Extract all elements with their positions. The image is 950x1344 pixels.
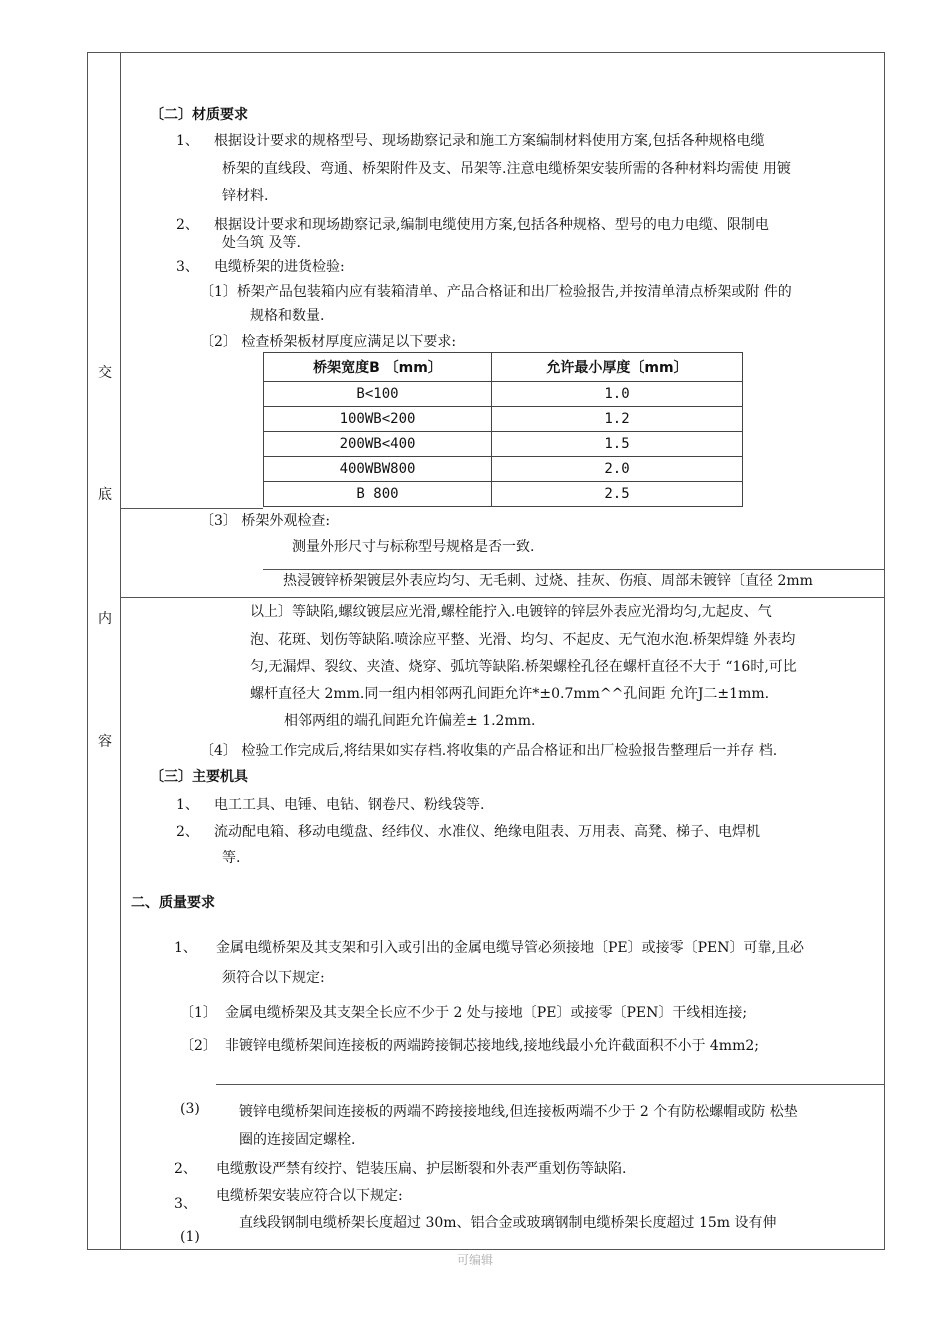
quality-item-3: 电缆桥架安装应符合以下规定:	[216, 1188, 403, 1204]
quality-item-3-num: 3、	[174, 1196, 197, 1212]
table-row	[264, 407, 743, 432]
table-cell-width: 100WB<200	[264, 407, 492, 432]
thickness-table	[263, 352, 743, 507]
quality-sub2-num: 〔2〕	[180, 1038, 217, 1054]
quality-sub1-num: 〔1〕	[180, 1005, 217, 1021]
materials-item-1-line2: 桥架的直线段、弯通、桥架附件及支、吊架等.注意电缆桥架安装所需的各种材料均需使 用镀	[222, 161, 791, 177]
separator-2	[263, 569, 885, 570]
separator-1	[120, 508, 263, 509]
frame-bottom	[87, 1249, 885, 1250]
inspection-para-last: 相邻两组的端孔间距允许偏差± 1.2mm.	[284, 713, 536, 729]
table-cell-thickness: 1.5	[492, 432, 743, 457]
side-label-1: 交	[98, 365, 112, 381]
quality-sub1: 金属电缆桥架及其支架全长应不少于 2 处与接地〔PE〕或接零〔PEN〕干线相连接;	[225, 1005, 748, 1021]
frame-divider	[120, 52, 121, 1250]
inspection-para-line3: 匀,无漏焊、裂纹、夹渣、烧穿、弧坑等缺陷.桥架螺栓孔径在螺杆直径不大于 “16时,可比	[250, 659, 797, 675]
table-cell-thickness: 2.0	[492, 457, 743, 482]
table-cell-width: 400WBW800	[264, 457, 492, 482]
quality-item-1-line1: 金属电缆桥架及其支架和引入或引出的金属电缆导管必须接地〔PE〕或接零〔PEN〕可靠,且必	[216, 940, 804, 956]
quality-item-3-sub: 直线段钢制电缆桥架长度超过 30m、铝合金或玻璃钢制电缆桥架长度超过 15m 设有伸	[239, 1215, 777, 1231]
inspection-para-line4: 螺杆直径大 2mm.同一组内相邻两孔间距允许*±0.7mm^^孔间距 允许J二±1mm.	[250, 686, 770, 702]
table-cell-width: B 800	[264, 482, 492, 507]
quality-item-1-num: 1、	[174, 940, 197, 956]
side-label-4: 容	[98, 734, 112, 750]
side-label-3: 内	[98, 611, 112, 627]
separator-3	[120, 597, 885, 598]
materials-item-1-num: 1、	[176, 133, 199, 149]
inspection-sub3-line2: 热浸镀锌桥架镀层外表应均匀、无毛刺、过烧、挂灰、伤痕、周部未镀锌〔直径 2mm	[283, 573, 813, 589]
materials-item-1-line3: 锌材料.	[222, 188, 269, 204]
table-cell-width: 200WB<400	[264, 432, 492, 457]
inspection-sub1-line2: 规格和数量.	[250, 308, 325, 324]
quality-sub3-num: (3)	[180, 1101, 200, 1117]
inspection-sub1-line1: 〔1〕桥架产品包装箱内应有装箱清单、产品合格证和出厂检验报告,并按清单清点桥架或附 件的	[200, 284, 792, 300]
inspection-para-line1: 以上〕等缺陷,螺纹镀层应光滑,螺栓能拧入.电镀锌的锌层外表应光滑均匀,尢起皮、气	[250, 604, 772, 620]
materials-item-3-line1: 电缆桥架的进货检验:	[214, 259, 345, 275]
frame-right	[884, 52, 885, 1250]
table-cell-thickness: 2.5	[492, 482, 743, 507]
footer-editable-label: 可编辑	[456, 1253, 493, 1267]
inspection-para-line2: 泡、花斑、划伤等缺陷.喷涂应平整、光滑、均匀、不起皮、无气泡水泡.桥架焊缝 外表均	[250, 632, 796, 648]
materials-item-3-num: 3、	[176, 259, 199, 275]
quality-sub2: 非镀锌电缆桥架间连接板的两端跨接铜芯接地线,接地线最小允许截面积不小于 4mm2;	[225, 1038, 759, 1054]
quality-heading: 二、质量要求	[131, 895, 215, 911]
quality-item-2-num: 2、	[174, 1161, 197, 1177]
tools-item-2-num: 2、	[176, 824, 199, 840]
quality-sub3-line2: 圈的连接固定螺栓.	[239, 1132, 356, 1148]
table-header-thickness: 允许最小厚度〔mm〕	[492, 353, 743, 382]
table-cell-thickness: 1.2	[492, 407, 743, 432]
quality-item-1-line2: 须符合以下规定:	[222, 970, 325, 986]
tools-heading: 〔三〕主要机具	[150, 769, 248, 785]
separator-4	[216, 1084, 885, 1085]
materials-item-2-line2: 处刍筑 及等.	[222, 235, 301, 251]
inspection-sub3-line1: 测量外形尺寸与标称型号规格是否一致.	[292, 539, 535, 555]
inspection-sub4: 〔4〕 检验工作完成后,将结果如实存档.将收集的产品合格证和出厂检验报告整理后一并存 档.	[200, 743, 778, 759]
table-cell-width: B<100	[264, 382, 492, 407]
quality-sub3-line1: 镀锌电缆桥架间连接板的两端不跨接接地线,但连接板两端不少于 2 个有防松螺帽或防 松垫	[239, 1104, 798, 1120]
materials-item-1-line1: 根据设计要求的规格型号、现场勘察记录和施工方案编制材料使用方案,包括各种规格电缆	[214, 133, 765, 149]
table-row	[264, 482, 743, 507]
materials-heading: 〔二〕材质要求	[150, 107, 248, 123]
table-row	[264, 457, 743, 482]
table-header-row	[264, 353, 743, 382]
side-label-2: 底	[98, 487, 112, 503]
quality-item-3-sub-num: (1)	[180, 1229, 200, 1245]
inspection-sub3: 〔3〕 桥架外观检查:	[200, 513, 331, 529]
frame-left	[87, 52, 88, 1250]
table-row	[264, 382, 743, 407]
table-header-width: 桥架宽度B 〔mm〕	[264, 353, 492, 382]
tools-item-1-num: 1、	[176, 797, 199, 813]
inspection-sub2: 〔2〕 检查桥架板材厚度应满足以下要求:	[200, 334, 457, 350]
tools-item-2-line2: 等.	[222, 850, 241, 866]
materials-item-2-num: 2、	[176, 217, 199, 233]
frame-top	[87, 52, 885, 53]
materials-item-2-line1: 根据设计要求和现场勘察记录,编制电缆使用方案,包括各种规格、型号的电力电缆、限制电	[214, 217, 769, 233]
quality-item-2: 电缆敷设严禁有绞拧、铠装压扁、护层断裂和外表严重划伤等缺陷.	[216, 1161, 627, 1177]
tools-item-1: 电工工具、电锤、电钻、钢卷尺、粉线袋等.	[214, 797, 485, 813]
tools-item-2: 流动配电箱、移动电缆盘、经纬仪、水准仪、绝缘电阻表、万用表、高凳、梯子、电焊机	[214, 824, 760, 840]
table-row	[264, 432, 743, 457]
table-cell-thickness: 1.0	[492, 382, 743, 407]
